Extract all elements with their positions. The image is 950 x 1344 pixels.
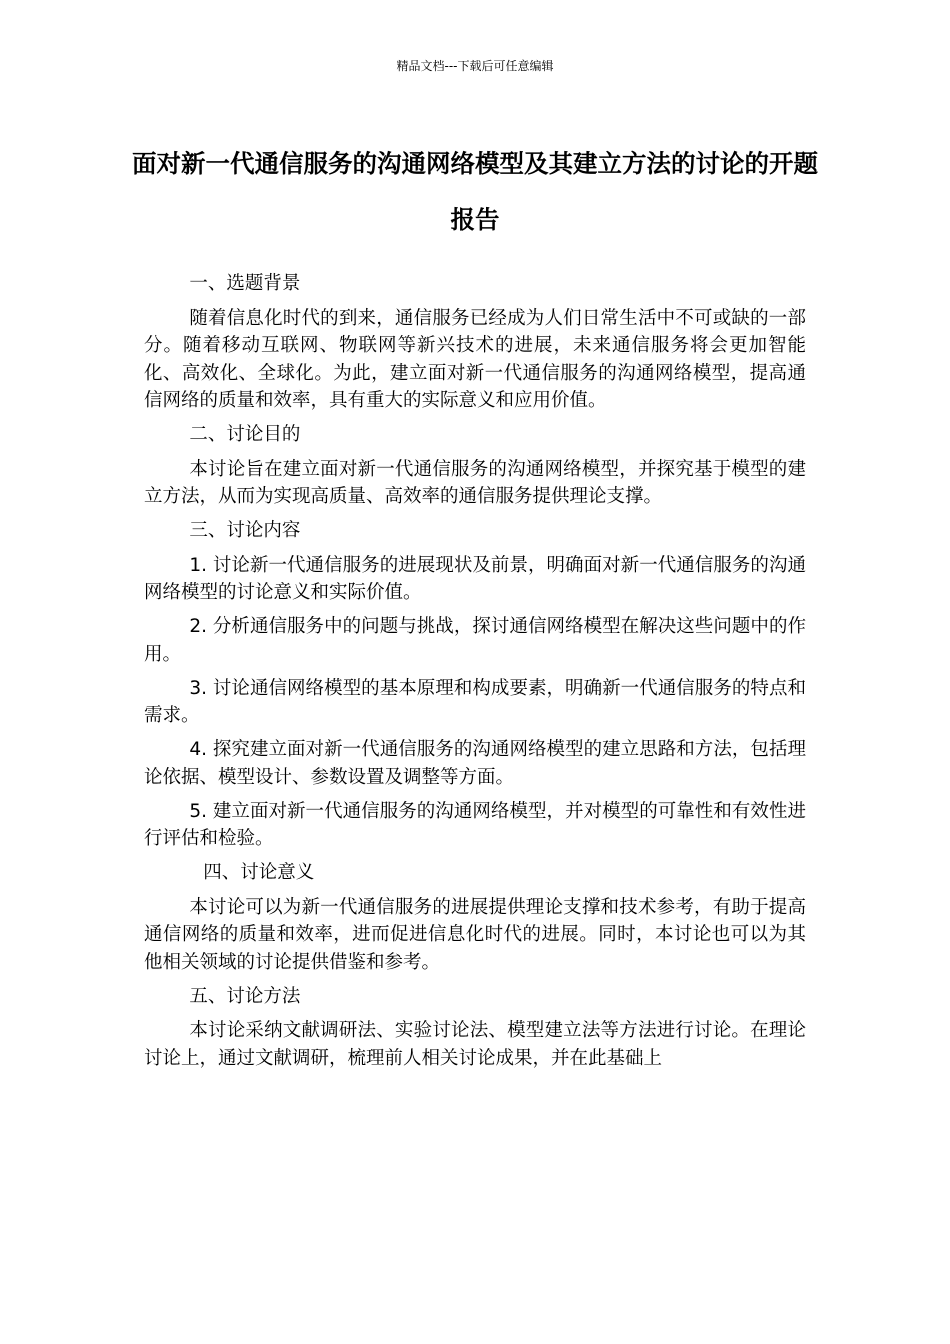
- section-paragraph-background: 随着信息化时代的到来，通信服务已经成为人们日常生活中不可或缺的一部分。随着移动互联网、物联网等新兴技术的进展，未来通信服务将会更加智能化、高效化、全球化。为此，建立面对新一代通信服务的沟通网络模型，提高通信网络的质量和效率，具有重大的实际意义和应用价值。: [144, 307, 806, 411]
- section-paragraph-purpose: 本讨论旨在建立面对新一代通信服务的沟通网络模型，并探究基于模型的建立方法，从而为实现高质量、高效率的通信服务提供理论支撑。: [144, 458, 806, 507]
- section-heading-content: 三、讨论内容: [189, 520, 301, 541]
- header-note: 精品文档---下载后可任意编辑: [396, 59, 554, 73]
- content-list-item: 1. 讨论新一代通信服务的进展现状及前景，明确面对新一代通信服务的沟通网络模型的讨论意义和实际价值。: [144, 554, 806, 603]
- section-paragraph-method: 本讨论采纳文献调研法、实验讨论法、模型建立法等方法进行讨论。在理论讨论上，通过文献调研，梳理前人相关讨论成果，并在此基础上: [144, 1020, 806, 1069]
- content-list-item: 2. 分析通信服务中的问题与挑战，探讨通信网络模型在解决这些问题中的作用。: [144, 616, 806, 665]
- content-list-item: 5. 建立面对新一代通信服务的沟通网络模型，并对模型的可靠性和有效性进行评估和检验。: [144, 800, 806, 849]
- content-list-item: 4. 探究建立面对新一代通信服务的沟通网络模型的建立思路和方法，包括理论依据、模型设计、参数设置及调整等方面。: [144, 739, 806, 788]
- section-heading-significance: 四、讨论意义: [203, 862, 315, 883]
- section-paragraph-significance: 本讨论可以为新一代通信服务的进展提供理论支撑和技术参考，有助于提高通信网络的质量和效率，进而促进信息化时代的进展。同时，本讨论也可以为其他相关领域的讨论提供借鉴和参考。: [144, 896, 806, 973]
- content-list-item: 3. 讨论通信网络模型的基本原理和构成要素，明确新一代通信服务的特点和需求。: [144, 677, 806, 726]
- section-heading-purpose: 二、讨论目的: [189, 424, 301, 445]
- document-body: [144, 270, 806, 1079]
- section-heading-method: 五、讨论方法: [189, 985, 301, 1007]
- section-heading-background: 一、选题背景: [189, 273, 301, 294]
- document-title: 面对新一代通信服务的沟通网络模型及其建立方法的讨论的开题报告: [132, 149, 818, 234]
